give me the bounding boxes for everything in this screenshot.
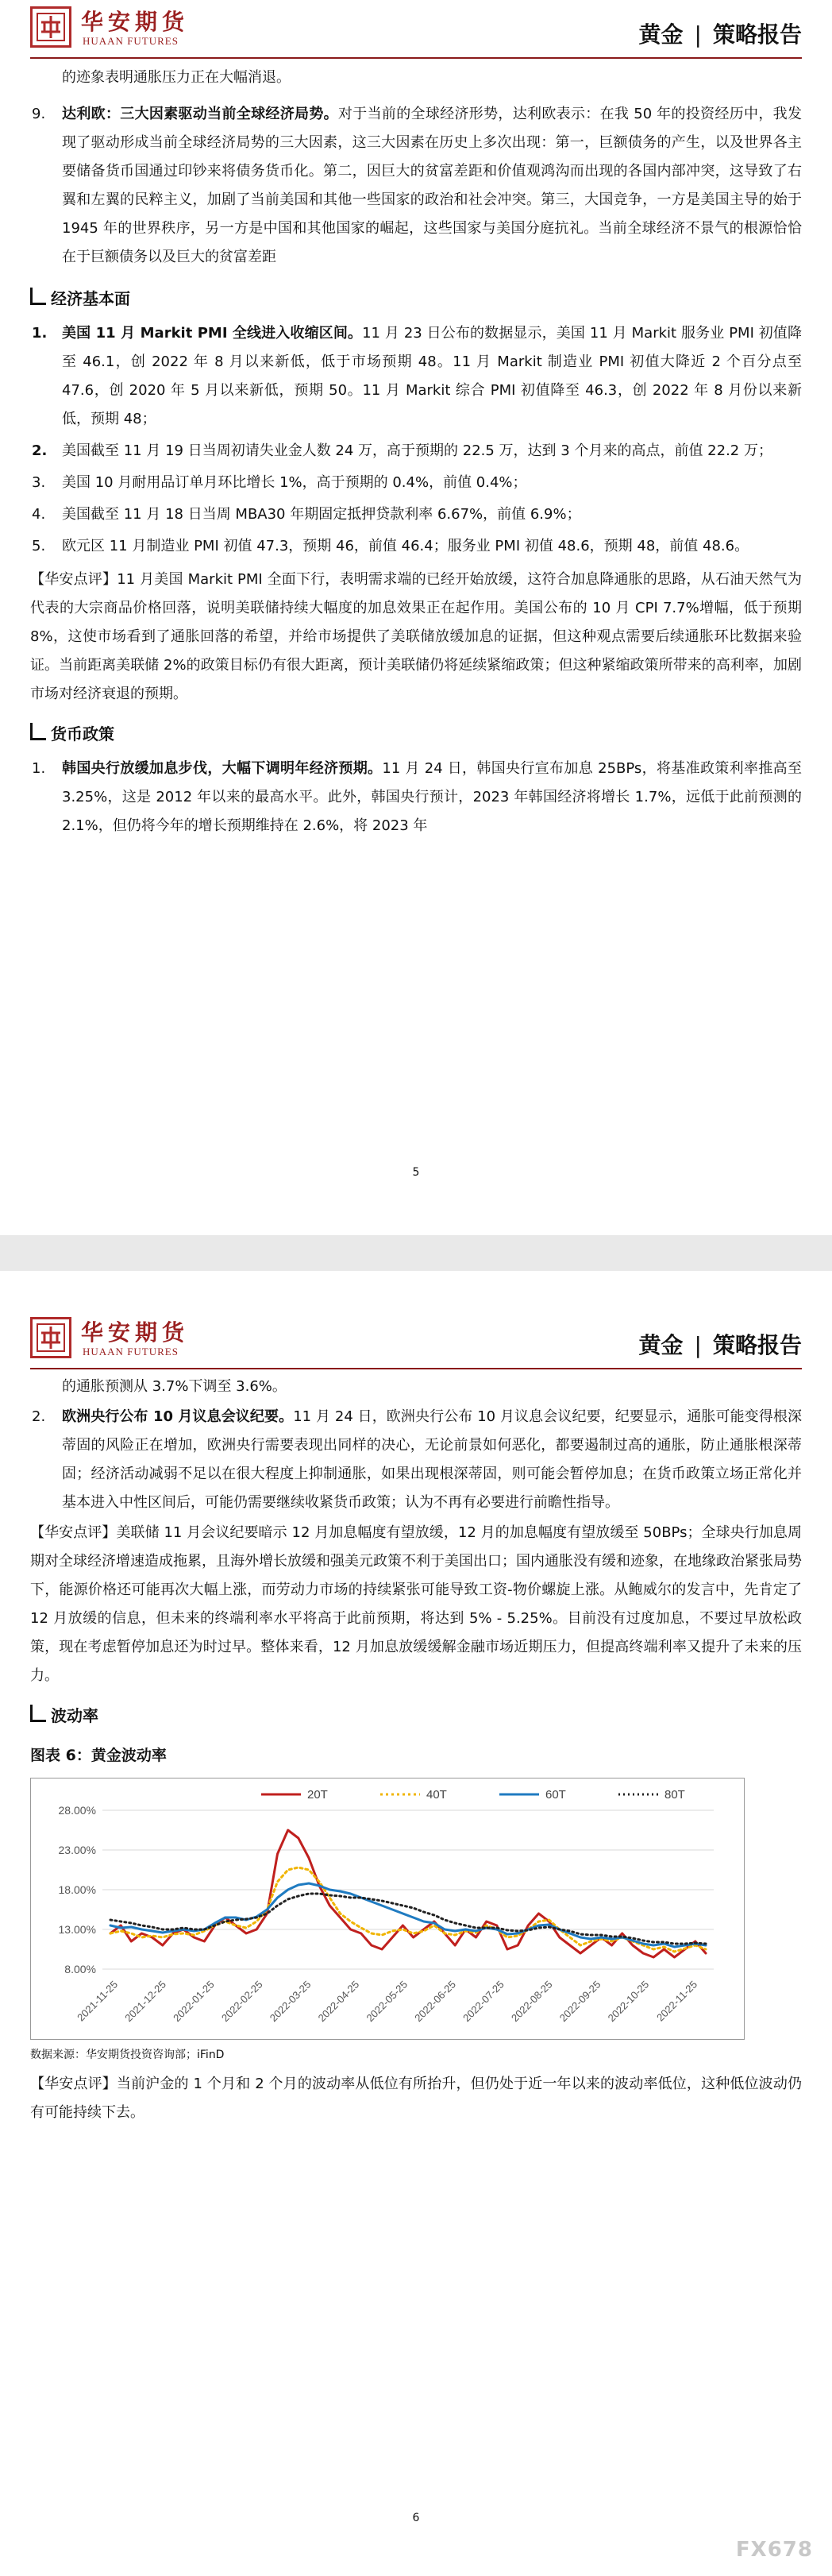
x-tick-label: 2022-04-25 — [315, 1978, 362, 2025]
list-item — [30, 319, 802, 434]
section-title: 波动率 — [51, 1706, 98, 1725]
x-tick-label: 2022-06-25 — [412, 1978, 458, 2025]
x-tick-label: 2022-07-25 — [460, 1978, 507, 2025]
item-number: 2. — [32, 1408, 46, 1425]
item-text: 11 月 23 日公布的数据显示，美国 11 月 Markit 服务业 PMI 初值降至 46.1，创 2022 年 8 月以来新低，低于市场预期 48。11 月 Markit 制造业 PMI 初值大降近 2 个百分点至 47.6，创 2020 年 5 月以来新低，预期 50。11 月 Markit 综合 PMI 初值降至 46.3，创 2022 年 8 月份以来新低，预期 48； — [62, 325, 802, 427]
item-text: 11 月 24 日，韩国央行宣布加息 25BPs，将基准政策利率推高至 3.25%，这是 2012 年以来的最高水平。此外，韩国央行预计，2023 年韩国经济将增长 1.7%，远低于此前预测的 2.1%，但仍将今年的增长预期维持在 2.6%，将 2023 年 — [62, 760, 802, 834]
section-bracket-icon — [30, 723, 46, 740]
item-text: 美国 10 月耐用品订单月环比增长 1%，高于预期的 0.4%，前值 0.4%； — [62, 474, 527, 491]
item-number: 4. — [32, 506, 46, 523]
list-item — [30, 437, 802, 465]
item-number: 9. — [32, 106, 46, 122]
section-heading-monetary — [30, 718, 802, 750]
continuation-line: 的通胀预测从 3.7%下调至 3.6%。 — [62, 1378, 287, 1395]
section-title: 货币政策 — [51, 724, 114, 743]
x-tick-label: 2022-01-25 — [171, 1978, 217, 2025]
item-number: 1. — [32, 325, 48, 342]
x-tick-label: 2022-09-25 — [557, 1978, 603, 2025]
report-type-label: 策略报告 — [712, 1332, 802, 1358]
item-number: 2. — [32, 442, 48, 459]
header-separator: | — [694, 21, 702, 48]
list-item — [30, 1403, 802, 1517]
page-header — [30, 0, 802, 59]
y-tick-label: 28.00% — [58, 1804, 96, 1817]
x-tick-label: 2022-10-25 — [605, 1978, 652, 2025]
list-item — [30, 100, 802, 272]
item-headline: 达利欧：三大因素驱动当前全球经济局势。 — [62, 106, 338, 122]
x-tick-label: 2022-08-25 — [508, 1978, 555, 2025]
item-text: 对于当前的全球经济形势，达利欧表示：在我 50 年的投资经历中，我发现了驱动形成当前全球经济局势的三大因素，这三大因素在历史上多次出现：第一，巨额债务的产生，以及世界各主要储备货币国通过印钞来将债务货币化。第二，因巨大的贫富差距和价值观鸿沟而出现的各国内部冲突，这导致了右翼和左翼的民粹主义，加剧了当前美国和其他一些国家的政治和社会冲突。第三，大国竞争，一方是美国主导的始于 1945 年的世界秩序，另一方是中国和其他国家的崛起，这些国家与美国分庭抗礼。当前全球经济不景气的根源恰恰在于巨额债务以及巨大的贫富差距 — [62, 106, 802, 265]
logo-chinese-name: 华安期货 — [81, 9, 190, 35]
item-number: 5. — [32, 538, 46, 554]
continuation-line: 的迹象表明通胀压力正在大幅消退。 — [62, 69, 291, 86]
legend-label: 40T — [426, 1788, 447, 1802]
x-tick-label: 2022-05-25 — [364, 1978, 410, 2025]
product-label: 黄金 — [638, 1332, 684, 1358]
volatility-chart-svg — [31, 1778, 745, 2041]
report-category — [639, 17, 802, 49]
product-label: 黄金 — [638, 21, 684, 48]
report-type-label: 策略报告 — [712, 21, 802, 48]
report-page-6 — [0, 1271, 832, 2576]
page-number: 6 — [412, 2512, 420, 2524]
section-bracket-icon — [30, 1705, 46, 1722]
y-tick-label: 18.00% — [58, 1883, 96, 1896]
item-body — [62, 1403, 802, 1517]
huaan-logo-seal-icon — [30, 1317, 71, 1358]
item-headline: 韩国央行放缓加息步伐，大幅下调明年经济预期。 — [62, 760, 383, 777]
list-item — [30, 532, 802, 561]
item-text: 美国截至 11 月 19 日当周初请失业金人数 24 万，高于预期的 22.5 万，达到 3 个月来的高点，前值 22.2 万； — [62, 442, 772, 459]
series-line-80T — [110, 1894, 706, 1944]
y-tick-label: 23.00% — [58, 1844, 96, 1856]
page-body — [30, 1373, 802, 2127]
item-number: 3. — [32, 474, 46, 491]
x-tick-label: 2022-02-25 — [218, 1978, 265, 2025]
section-title: 经济基本面 — [51, 289, 130, 308]
x-tick-label: 2021-12-25 — [122, 1978, 168, 2025]
data-source-note: 数据来源：华安期货投资咨询部；iFinD — [30, 2049, 225, 2061]
page-number: 5 — [412, 1166, 420, 1179]
x-tick-label: 2022-11-25 — [654, 1978, 700, 2024]
item-number: 1. — [32, 760, 46, 777]
item-body — [62, 755, 802, 840]
item-text: 11 月 24 日，欧洲央行公布 10 月议息会议纪要，纪要显示，通胀可能变得根深蒂固的风险正在增加，欧洲央行需要表现出同样的决心，无论前景如何恶化，都要遏制过高的通胀，防止通胀根深蒂固；经济活动减弱不足以在很大程度上抑制通胀，如果出现根深蒂固，则可能会暂停加息；在货币政策立场正常化并基本进入中性区间后，可能仍需要继续收紧货币政策；认为不再有必要进行前瞻性指导。 — [62, 1408, 802, 1511]
x-tick-label: 2021-11-25 — [75, 1978, 121, 2024]
item-text: 美国截至 11 月 18 日当周 MBA30 年期固定抵押贷款利率 6.67%，前值 6.9%； — [62, 506, 581, 523]
huaan-comment-paragraph: 【华安点评】11 月美国 Markit PMI 全面下行，表明需求端的已经开始放缓，这符合加息降通胀的思路，从石油天然气为代表的大宗商品价格回落，说明美联储持续大幅度的加息效果正在起作用。美国公布的 10 月 CPI 7.7%增幅，低于预期 8%，这使市场看到了通胀回落的希望，并给市场提供了美联储放缓加息的证据，但这种观点需要后续通胀环比数据来验证。当前距离美联储 2%的政策目标仍有很大距离，预计美联储仍将延续紧缩政策；但这种紧缩政策所带来的高利率，加剧市场对经济衰退的预期。 — [30, 571, 802, 702]
page-header — [30, 1311, 802, 1369]
chart-title: 图表 6：黄金波动率 — [30, 1747, 167, 1764]
item-body — [62, 319, 802, 434]
x-tick-label: 2022-03-25 — [267, 1978, 314, 2025]
list-item — [30, 500, 802, 529]
report-category — [639, 1328, 802, 1360]
legend-label: 60T — [545, 1788, 566, 1802]
item-text: 欧元区 11 月制造业 PMI 初值 47.3，预期 46，前值 46.4；服务业 PMI 初值 48.6，预期 48，前值 48.6。 — [62, 538, 749, 554]
logo-chinese-name: 华安期货 — [81, 1319, 190, 1346]
item-body — [62, 100, 802, 272]
huaan-comment-paragraph: 【华安点评】当前沪金的 1 个月和 2 个月的波动率从低位有所抬升，但仍处于近一年以来的波动率低位，这种低位波动仍有可能持续下去。 — [30, 2076, 802, 2121]
item-headline: 欧洲央行公布 10 月议息会议纪要。 — [62, 1408, 294, 1425]
y-tick-label: 8.00% — [64, 1963, 96, 1975]
y-tick-label: 13.00% — [58, 1923, 96, 1936]
legend-label: 80T — [664, 1788, 685, 1802]
page-body — [30, 64, 802, 840]
gold-volatility-chart — [30, 1778, 745, 2040]
huaan-logo-seal-icon — [30, 6, 71, 48]
item-headline: 美国 11 月 Markit PMI 全线进入收缩区间。 — [62, 325, 363, 342]
huaan-comment-paragraph: 【华安点评】美联储 11 月会议纪要暗示 12 月加息幅度有望放缓，12 月的加息幅度有望放缓至 50BPs；全球央行加息周期对全球经济增速造成拖累，且海外增长放缓和强美元政策不利于美国出口；国内通胀没有缓和迹象，在地缘政治紧张局势下，能源价格还可能再次大幅上涨，而劳动力市场的持续紧张可能导致工资-物价螺旋上涨。从鲍威尔的发言中，先肯定了 12 月放缓的信息，但未来的终端利率水平将高于此前预期，将达到 5% - 5.25%。目前没有过度加息，不要过早放松政策，现在考虑暂停加息还为时过早。整体来看，12 月加息放缓缓解金融市场近期压力，但提高终端利率又提升了未来的压力。 — [30, 1524, 802, 1684]
section-heading-volatility — [30, 1700, 802, 1732]
section-bracket-icon — [30, 288, 46, 305]
legend-label: 20T — [307, 1788, 328, 1802]
header-separator: | — [694, 1332, 702, 1358]
list-item — [30, 469, 802, 497]
logo-english-name: HUAAN FUTURES — [83, 1346, 179, 1358]
report-page-5 — [0, 0, 832, 1235]
section-heading-economy — [30, 283, 802, 315]
logo-english-name: HUAAN FUTURES — [83, 35, 179, 47]
list-item — [30, 755, 802, 840]
watermark: FX678 — [735, 2538, 813, 2562]
